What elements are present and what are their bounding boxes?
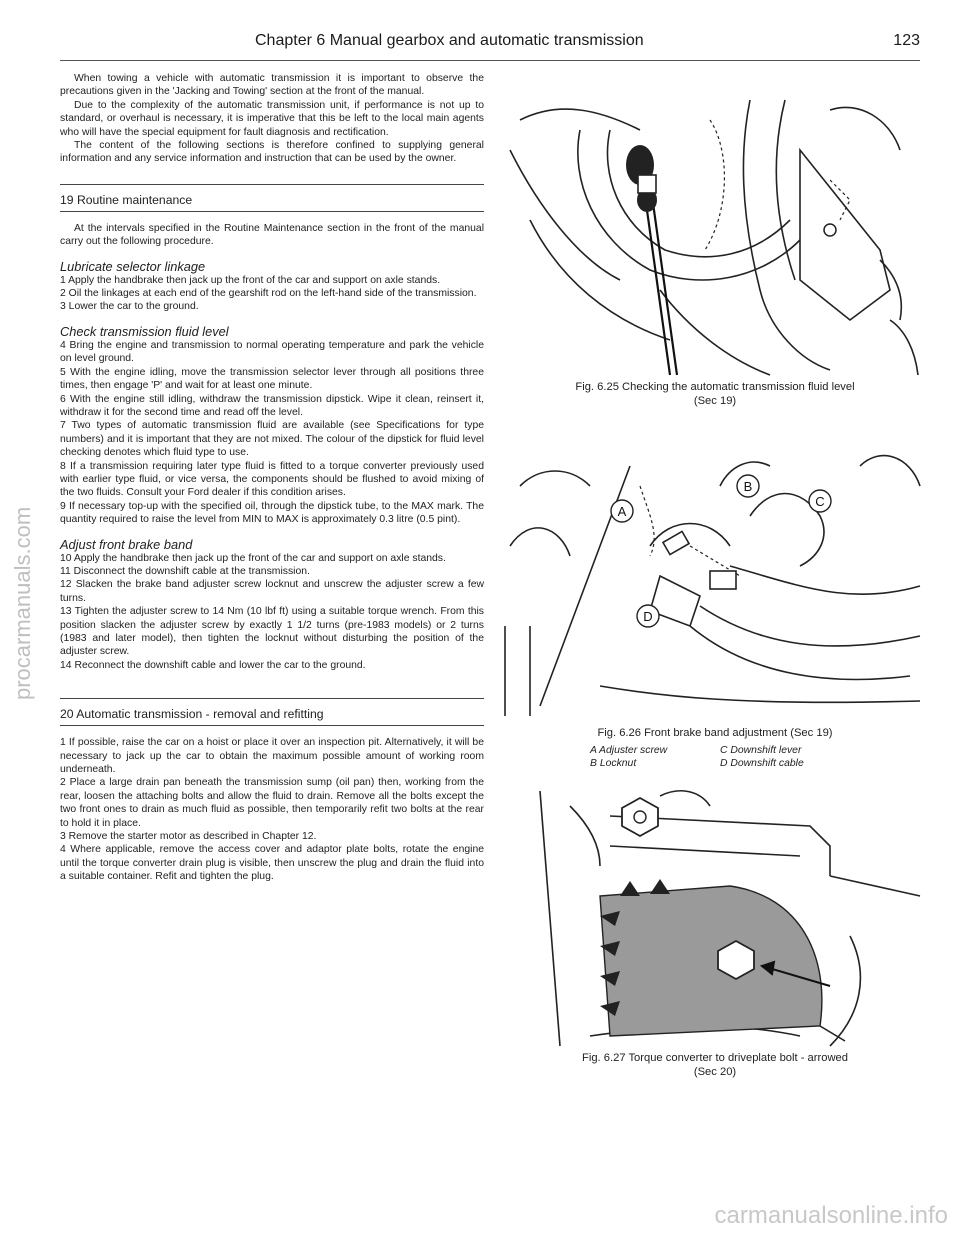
dipstick-illustration (500, 90, 930, 380)
brake-band-illustration (500, 426, 930, 726)
step-text: 11 Disconnect the downshift cable at the transmission. (60, 565, 310, 577)
page-number: 123 (893, 32, 920, 49)
subheading-check-fluid: Check transmission fluid level (60, 323, 229, 339)
intro-paragraph: The content of the following sections is therefore confined to supplying general information and any service information and instruction that can be used by the owner. (60, 140, 484, 165)
step-text: 3 Lower the car to the ground. (60, 301, 199, 313)
section-20-heading: 20 Automatic transmission - removal and refitting (60, 707, 324, 722)
figure-6-26 (500, 426, 930, 770)
subheading-lubricate: Lubricate selector linkage (60, 258, 206, 274)
subheading-brake-band: Adjust front brake band (60, 536, 193, 552)
step-text: 6 With the engine still idling, withdraw the transmission dipstick. Wipe it clean, reinsert it, withdraw it for the second time and read off the level. (60, 393, 484, 418)
step-text: 14 Reconnect the downshift cable and lower the car to the ground. (60, 659, 366, 671)
figure-caption: Fig. 6.27 Torque converter to driveplate bolt - arrowed (582, 1052, 848, 1064)
section-19-intro: At the intervals specified in the Routine Maintenance section in the front of the manual carry out the following procedure. (60, 222, 484, 248)
figure-6-27 (500, 786, 930, 1079)
legend-item: C Downshift lever (720, 745, 802, 756)
step-text: 12 Slacken the brake band adjuster screw locknut and unscrew the adjuster screw a few turns. (60, 579, 484, 604)
step-text: 9 If necessary top-up with the specified oil, through the dipstick tube, to the MAX mark. The quantity required to raise the level from MIN to MAX is approximately 0.3 litre (0.5 pint). (60, 500, 484, 526)
legend-item: A Adjuster screw (590, 745, 668, 756)
figure-caption: Fig. 6.26 Front brake band adjustment (Sec 19) (597, 727, 833, 739)
section-19-heading: 19 Routine maintenance (60, 192, 193, 207)
step-text: 3 Remove the starter motor as described in Chapter 12. (60, 831, 317, 843)
figure-legend (500, 744, 930, 770)
step-text: 4 Bring the engine and transmission to normal operating temperature and park the vehicle on level ground. (60, 339, 484, 365)
step-text: 4 Where applicable, remove the access cover and adaptor plate bolts, rotate the engine until the torque converter drain plug is visible, then unscrew the plug and drain the fluid into a suitable container. Refit and tighten the plug. (60, 844, 484, 883)
label-d: D (643, 609, 653, 624)
step-text: 8 If a transmission requiring later type fluid is fitted to a torque converter previously used with earlier type fluid, or vice versa, the components should be flushed to avoid mixing of the two fluids. Consult your Ford dealer if this condition arises. (60, 460, 484, 499)
figure-caption: Fig. 6.25 Checking the automatic transmission fluid level (575, 381, 855, 393)
step-text: 1 Apply the handbrake then jack up the front of the car and support on axle stands. (60, 274, 441, 286)
step-text: 1 If possible, raise the car on a hoist or place it over an inspection pit. Alternatively, it will be necessary to jack up the car to obtain the maximum possible amount of working room underneath. (60, 737, 484, 776)
step-text: 10 Apply the handbrake then jack up the front of the car and support on axle stands. (60, 552, 446, 564)
intro-paragraph: Due to the complexity of the automatic transmission unit, if performance is not up to standard, or overhaul is necessary, it is imperative that this be left to the local main agents who will have the special equipment for fault diagnosis and rectification. (60, 99, 484, 138)
legend-item: D Downshift cable (720, 758, 804, 769)
torque-converter-illustration (500, 786, 930, 1051)
chapter-title: Chapter 6 Manual gearbox and automatic transmission (255, 32, 644, 49)
step-text: 5 With the engine idling, move the transmission selector lever through all positions three times, then engage 'P' and wait for at least one minute. (60, 366, 484, 392)
right-column (500, 90, 930, 1079)
footer-watermark: carmanualsonline.info (714, 1202, 948, 1229)
side-watermark-text: procarmanuals.com (10, 506, 35, 700)
label-a: A (617, 504, 627, 519)
figure-caption: (Sec 19) (693, 395, 737, 407)
header-rule (60, 60, 920, 61)
side-watermark (8, 300, 36, 700)
figure-6-25 (500, 90, 930, 408)
intro-paragraph: When towing a vehicle with automatic transmission it is important to observe the precautions given in the 'Jacking and Towing' section at the front of the manual. (60, 73, 484, 98)
left-column (60, 72, 484, 884)
figure-caption: (Sec 20) (693, 1066, 737, 1078)
label-b: B (743, 479, 753, 494)
step-text: 2 Oil the linkages at each end of the gearshift rod on the left-hand side of the transmission. (60, 288, 477, 300)
legend-item: B Locknut (590, 758, 637, 769)
step-text: 2 Place a large drain pan beneath the transmission sump (oil pan) then, working from the rear, loosen the attaching bolts and allow the fluid to drain. Remove all the bolts except the two front ones to drain as much fluid as possible, then temporarily refit two bolts at the rear to hold it in place. (60, 777, 484, 829)
step-text: 13 Tighten the adjuster screw to 14 Nm (10 lbf ft) using a suitable torque wrench. From this position slacken the adjuster screw by exactly 1 1/2 turns (pre-1983 models) or 2 turns (1983 and later model), then tighten the locknut without disturbing the position of the adjuster screw. (60, 606, 484, 658)
step-text: 7 Two types of automatic transmission fluid are available (see Specifications for type numbers) and it is important that they are not mixed. The colour of the dipstick for fluid level checking denotes which fluid type to use. (60, 420, 484, 459)
label-c: C (815, 494, 825, 509)
page-header (60, 20, 920, 60)
